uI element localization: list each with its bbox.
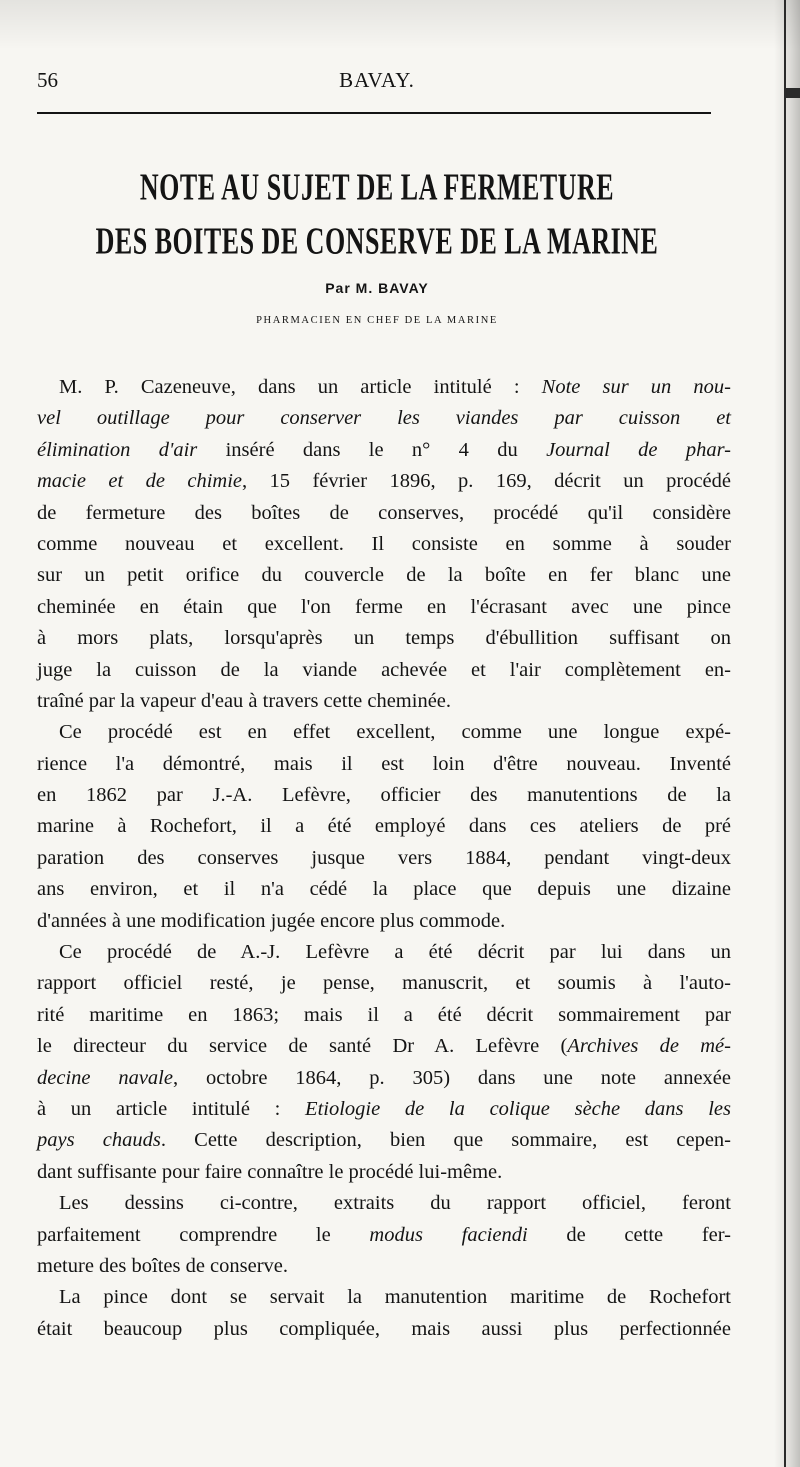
- text-run: M. P. Cazeneuve, dans un article intitulé :: [59, 376, 542, 398]
- text-run: rité maritime en 1863; mais il a été décrit sommairement par: [37, 1003, 731, 1026]
- text-run: Les dessins ci-contre, extraits du rapport officiel, feront: [59, 1192, 731, 1215]
- paragraph: [37, 372, 731, 717]
- page-edge-line: [784, 0, 786, 1467]
- text-run: juge la cuisson de la viande achevée et l'air complètement en-: [37, 658, 731, 681]
- page-edge-mark: [786, 88, 800, 98]
- italic-text: Journal de phar-: [546, 438, 731, 461]
- text-line: [37, 811, 731, 842]
- text-run: cheminée en étain que l'on ferme en l'écrasant avec une pince: [37, 595, 731, 618]
- text-line: [37, 717, 731, 748]
- text-line: [37, 1314, 731, 1345]
- text-run: meture des boîtes de conserve.: [37, 1254, 289, 1277]
- text-run: d'années à une modification jugée encore plus commode.: [37, 909, 506, 932]
- text-line: [37, 623, 731, 654]
- text-line: [37, 906, 731, 937]
- text-run: , 15 février 1896, p. 169, décrit un procédé: [242, 470, 732, 493]
- text-line: [37, 874, 731, 905]
- text-run: rience l'a démontré, mais il est loin d'être nouveau. Inventé: [37, 752, 731, 775]
- page-edge-shadow: [774, 0, 800, 1467]
- text-run: dant suffisante pour faire connaître le procédé lui-même.: [37, 1160, 503, 1183]
- text-line: [37, 435, 731, 466]
- scan-top-shadow: [0, 0, 800, 50]
- author-byline: Par M. BAVAY: [325, 280, 429, 296]
- text-run: . Cette description, bien que sommaire, est cepen-: [160, 1129, 731, 1152]
- text-line: [37, 937, 731, 968]
- text-line: [37, 655, 731, 686]
- text-run: le directeur du service de santé Dr A. Lefèvre (: [37, 1035, 568, 1058]
- title-line-2: DES BOITES DE CONSERVE DE LA MARINE: [95, 220, 659, 263]
- header-rule: [37, 112, 711, 114]
- text-run: , octobre 1864, p. 305) dans une note annexée: [172, 1066, 731, 1089]
- author-affiliation: PHARMACIEN EN CHEF DE LA MARINE: [256, 315, 498, 326]
- text-run: était beaucoup plus compliquée, mais aussi plus perfectionnée: [37, 1317, 731, 1340]
- text-run: parfaitement comprendre le: [37, 1223, 370, 1246]
- text-run: à un article intitulé :: [37, 1097, 306, 1120]
- text-line: [37, 560, 731, 591]
- italic-text: élimination d'air: [37, 438, 198, 461]
- italic-text: Etiologie de la colique sèche dans les: [305, 1097, 731, 1120]
- italic-text: Archives de mé-: [567, 1035, 731, 1058]
- text-run: rapport officiel resté, je pense, manuscrit, et soumis à l'auto-: [37, 972, 731, 995]
- text-line: [37, 1188, 731, 1219]
- text-run: ans environ, et il n'a cédé la place que depuis une dizaine: [37, 878, 731, 901]
- text-line: [37, 843, 731, 874]
- italic-text: macie et de chimie: [37, 470, 242, 493]
- text-line: [37, 1157, 731, 1188]
- text-run: de cette fer-: [527, 1223, 731, 1246]
- page-number: 56: [37, 68, 58, 92]
- paragraph: [37, 1188, 731, 1282]
- text-line: [37, 372, 731, 403]
- running-head: [37, 68, 717, 98]
- text-line: [37, 466, 731, 497]
- text-line: [37, 686, 731, 717]
- italic-text: vel outillage pour conserver les viandes par cuisson et: [37, 407, 731, 430]
- paragraph: [37, 717, 731, 937]
- italic-text: modus faciendi: [369, 1223, 528, 1246]
- paragraph: [37, 937, 731, 1188]
- text-line: [37, 529, 731, 560]
- text-line: [37, 968, 731, 999]
- text-run: paration des conserves jusque vers 1884, pendant vingt-deux: [37, 846, 731, 869]
- paragraph: [37, 1282, 731, 1345]
- text-line: [37, 749, 731, 780]
- text-line: [37, 1125, 731, 1156]
- article-title: [37, 168, 717, 262]
- text-line: [37, 1094, 731, 1125]
- text-line: [37, 592, 731, 623]
- italic-text: Note sur un nou-: [541, 376, 731, 398]
- text-line: [37, 1031, 731, 1062]
- text-line: [37, 1000, 731, 1031]
- text-run: à mors plats, lorsqu'après un temps d'ébullition suffisant on: [37, 627, 731, 650]
- text-line: [37, 1251, 731, 1282]
- text-line: [37, 1282, 731, 1313]
- text-run: en 1862 par J.-A. Lefèvre, officier des manutentions de la: [37, 784, 731, 807]
- text-run: Ce procédé est en effet excellent, comme une longue expé-: [59, 721, 731, 744]
- text-run: de fermeture des boîtes de conserves, procédé qu'il considère: [37, 501, 731, 524]
- text-run: marine à Rochefort, il a été employé dans ces ateliers de pré: [37, 815, 731, 838]
- text-line: [37, 498, 731, 529]
- text-line: [37, 1220, 731, 1251]
- article-body: [37, 372, 731, 1345]
- text-run: inséré dans le n° 4 du: [197, 438, 547, 461]
- text-line: [37, 1063, 731, 1094]
- text-run: traîné par la vapeur d'eau à travers cette cheminée.: [37, 689, 452, 712]
- running-title: BAVAY.: [339, 68, 415, 92]
- italic-text: pays chauds: [37, 1129, 161, 1152]
- text-line: [37, 780, 731, 811]
- italic-text: decine navale: [37, 1066, 173, 1089]
- text-run: comme nouveau et excellent. Il consiste en somme à souder: [37, 532, 731, 555]
- title-line-1: NOTE AU SUJET DE LA FERMETURE: [139, 166, 615, 209]
- text-run: Ce procédé de A.-J. Lefèvre a été décrit par lui dans un: [59, 941, 731, 964]
- text-line: [37, 403, 731, 434]
- text-run: sur un petit orifice du couvercle de la boîte en fer blanc une: [37, 564, 731, 587]
- text-run: La pince dont se servait la manutention maritime de Rochefort: [59, 1286, 731, 1309]
